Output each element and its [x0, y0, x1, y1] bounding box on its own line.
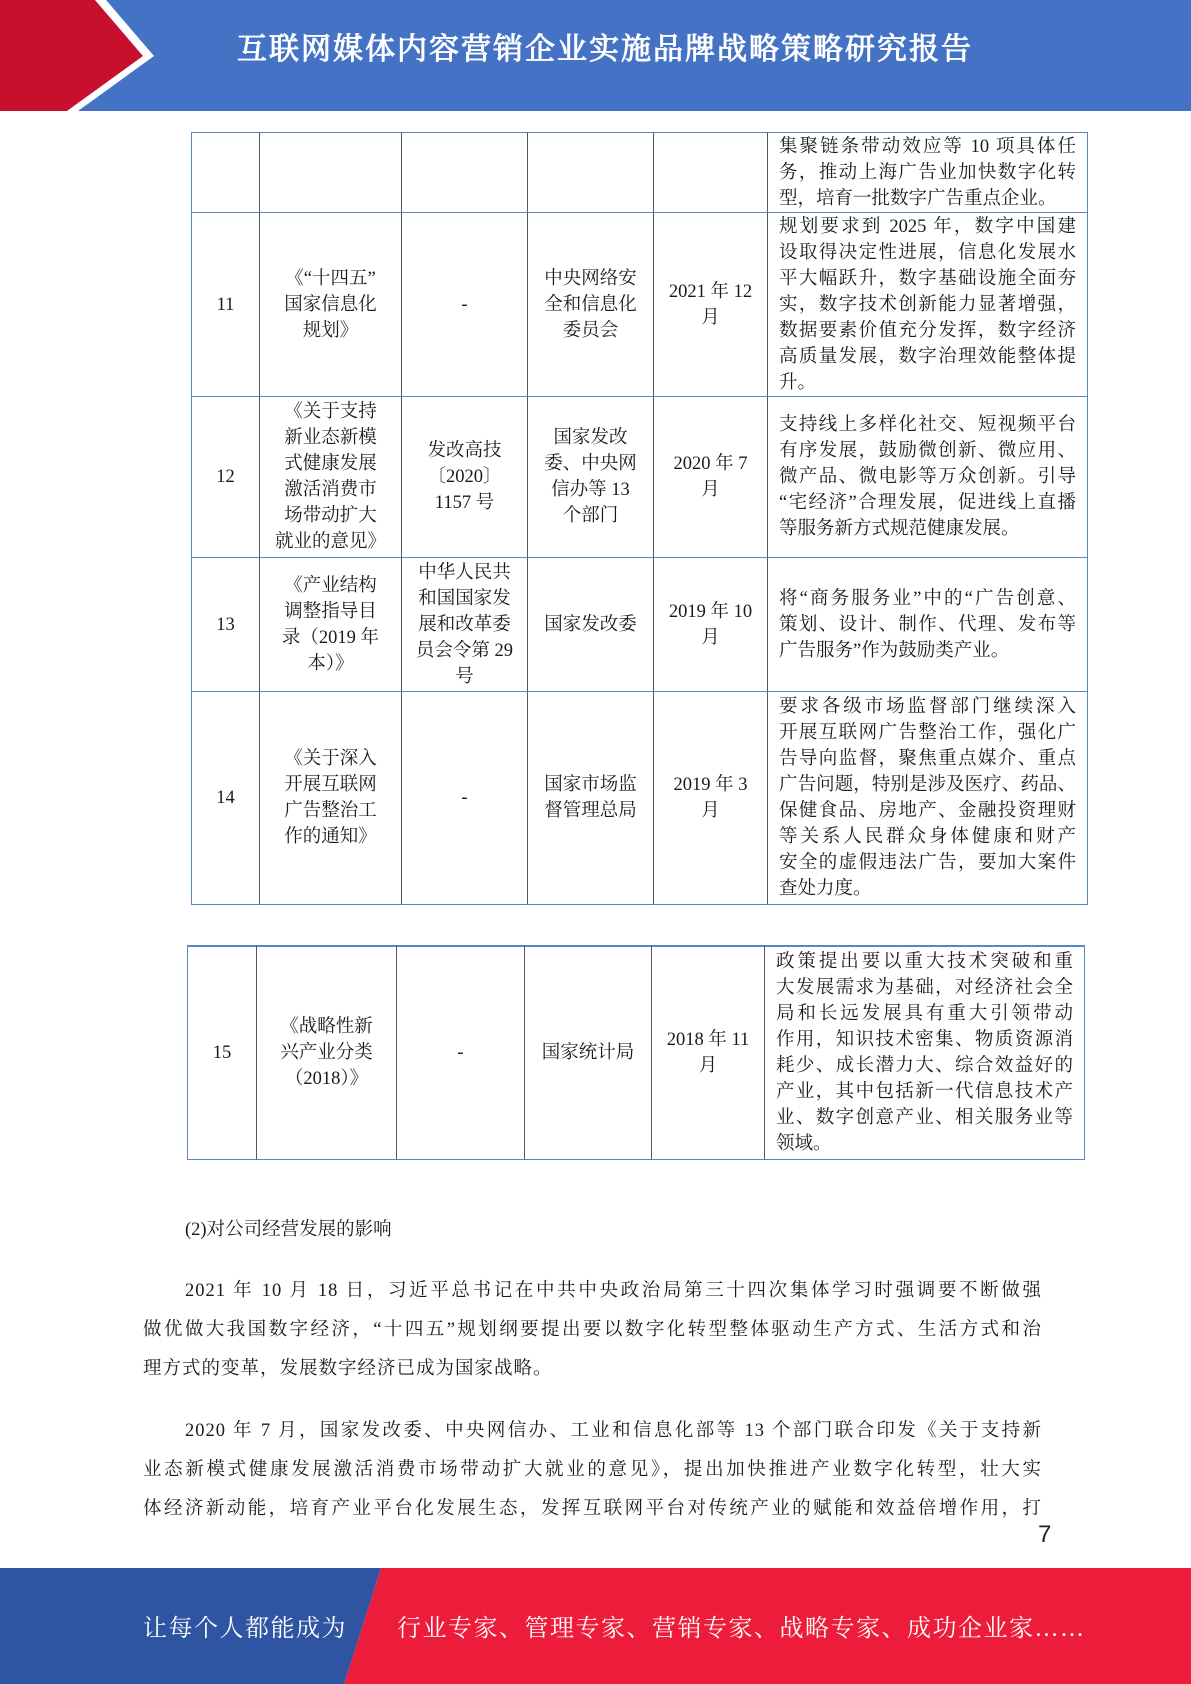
cell-line: 2019 年 10 — [668, 601, 753, 622]
cell-line: 国家信息化 — [284, 294, 377, 315]
row-no-cell — [191, 692, 260, 905]
row-number: 13 — [216, 614, 235, 635]
cell-line: 高质量发展，数字治理效能整体提 — [779, 346, 1076, 367]
cell-line: 月 — [698, 1056, 718, 1076]
cell-line: 就业的意见》 — [274, 532, 386, 552]
cell-line: 中华人民共 — [418, 562, 511, 583]
cell-line: 场带动扩大 — [284, 506, 377, 526]
cell-line: 规划要求到 2025 年，数字中国建 — [779, 216, 1076, 237]
content-cell — [765, 945, 1085, 1160]
cell-line: 开展互联网广告整治工作，强化广 — [779, 723, 1076, 743]
doc-number-cell — [402, 132, 528, 213]
paragraph-line: 2020 年 7 月，国家发改委、中央网信办、工业和信息化部等 13 个部门联合印发《关于支持新 — [185, 1421, 1042, 1441]
cell-line: 广告服务”作为鼓励类产业。 — [779, 640, 1010, 661]
cell-line: 号 — [455, 666, 474, 687]
body-paragraph — [143, 1272, 1042, 1389]
date-cell — [654, 558, 768, 692]
cell-line: 国家发改委 — [544, 614, 637, 635]
cell-line: 集聚链条带动效应等 10 项具体任 — [779, 136, 1076, 157]
cell-line: 有序发展，鼓励微创新、微应用、 — [779, 441, 1076, 461]
date-cell — [654, 132, 768, 213]
date-cell — [654, 692, 768, 905]
doc-name-cell — [257, 945, 397, 1160]
doc-number-cell — [402, 558, 528, 692]
cell-line: 型，培育一批数字广告重点企业。 — [779, 188, 1057, 209]
cell-line: 《关于支持 — [284, 402, 377, 422]
cell-line: 发改高技 — [427, 441, 502, 461]
cell-line: 国家统计局 — [541, 1043, 635, 1063]
content-cell — [768, 692, 1088, 905]
cell-line: 国家市场监 — [544, 775, 637, 795]
cell-line: - — [461, 294, 468, 315]
cell-line: 中央网络安 — [544, 268, 637, 289]
cell-line: 数据要素价值充分发挥，数字经济 — [779, 320, 1076, 341]
cell-line: 激活消费市 — [284, 480, 377, 500]
row-no-cell — [191, 397, 260, 558]
cell-line: 设取得决定性进展，信息化发展水 — [779, 242, 1076, 263]
cell-line: 新业态新模 — [284, 428, 377, 448]
issuer-cell — [525, 945, 652, 1160]
paragraph-line: 理方式的变革，发展数字经济已成为国家战略。 — [143, 1359, 553, 1379]
cell-line: 产业，其中包括新一代信息技术产 — [776, 1082, 1073, 1102]
cell-line: 局和长远发展具有重大引领带动 — [776, 1004, 1073, 1024]
cell-line: 平大幅跃升，数字基础设施全面夯 — [779, 268, 1076, 289]
cell-line: 要求各级市场监督部门继续深入 — [779, 697, 1076, 717]
cell-line: 个部门 — [562, 506, 619, 526]
row-number: 15 — [212, 1043, 232, 1063]
doc-name-cell — [260, 132, 402, 213]
issuer-cell — [528, 132, 654, 213]
cell-line: 安全的虚假违法广告，要加大案件 — [779, 853, 1076, 873]
cell-line: 2018 年 11 — [666, 1030, 750, 1050]
policy-table-continued — [187, 945, 1085, 1160]
row-number: 14 — [216, 788, 235, 808]
cell-line: 《关于深入 — [284, 749, 377, 769]
cell-line: 广告问题，特别是涉及医疗、药品、 — [779, 775, 1076, 795]
doc-number-cell — [397, 945, 525, 1160]
cell-line: “宅经济”合理发展，促进线上直播 — [779, 493, 1076, 513]
row-no-cell — [191, 132, 260, 213]
cell-line: 等关系人民群众身体健康和财产 — [779, 827, 1076, 847]
date-cell — [654, 397, 768, 558]
doc-number-cell — [402, 397, 528, 558]
cell-line: 月 — [701, 627, 720, 648]
cell-line: 等服务新方式规范健康发展。 — [779, 519, 1020, 539]
row-no-cell — [191, 558, 260, 692]
cell-line: 升。 — [779, 372, 817, 393]
cell-line: 《产业结构 — [284, 575, 377, 596]
issuer-cell — [528, 213, 654, 397]
policy-table — [191, 132, 1088, 905]
cell-line: 国家发改 — [553, 428, 628, 448]
body-paragraph — [143, 1412, 1042, 1529]
date-cell — [652, 945, 765, 1160]
doc-name-cell — [260, 692, 402, 905]
date-cell — [654, 213, 768, 397]
cell-line: 开展互联网 — [284, 775, 377, 795]
cell-line: 月 — [701, 480, 720, 500]
cell-line: （2018）》 — [284, 1069, 369, 1089]
footer-slogan-lead: 让每个人都能成为 — [143, 1616, 347, 1642]
cell-line: 调整指导目 — [284, 601, 377, 622]
cell-line: 领域。 — [776, 1134, 832, 1154]
cell-line: 实，数字技术创新能力显著增强， — [779, 294, 1076, 315]
cell-line: 告导向监督，聚焦重点媒介、重点 — [779, 749, 1076, 769]
content-cell — [768, 558, 1088, 692]
issuer-cell — [528, 558, 654, 692]
doc-number-cell — [402, 692, 528, 905]
cell-line: 作的通知》 — [284, 827, 377, 847]
cell-line: 耗少、成长潜力大、综合效益好的 — [776, 1056, 1073, 1076]
cell-line: 将“商务服务业”中的“广告创意、 — [779, 588, 1076, 609]
chevron-logo-icon — [0, 0, 170, 111]
cell-line: 1157 号 — [434, 493, 495, 513]
cell-line: 〔2020〕 — [427, 467, 502, 487]
paragraph-line: 做优做大我国数字经济，“十四五”规划纲要提出要以数字化转型整体驱动生产方式、生活方式和治 — [143, 1320, 1042, 1340]
cell-line: 2020 年 7 — [673, 454, 748, 474]
doc-number-cell — [402, 213, 528, 397]
paragraph-line: 业态新模式健康发展激活消费市场带动扩大就业的意见》，提出加快推进产业数字化转型，壮大实 — [143, 1460, 1042, 1480]
cell-line: 策划、设计、制作、代理、发布等 — [779, 614, 1076, 635]
cell-line: 支持线上多样化社交、短视频平台 — [779, 415, 1076, 435]
paragraph-line: 2021 年 10 月 18 日，习近平总书记在中共中央政治局第三十四次集体学习时强调要不断做强 — [185, 1281, 1042, 1301]
cell-line: 广告整治工 — [284, 801, 377, 821]
cell-line: - — [457, 1043, 464, 1063]
cell-line: 式健康发展 — [284, 454, 377, 474]
cell-line: 务，推动上海广告业加快数字化转 — [779, 162, 1076, 183]
paragraph-line: 体经济新动能，培育产业平台化发展生态，发挥互联网平台对传统产业的赋能和效益倍增作用，打 — [143, 1499, 1042, 1519]
row-no-cell — [187, 945, 257, 1160]
report-footer — [0, 1568, 1191, 1684]
cell-line: 员会令第 29 — [415, 640, 514, 661]
cell-line: 月 — [701, 801, 720, 821]
report-header — [0, 0, 1191, 111]
cell-line: 规划》 — [302, 320, 359, 341]
row-number: 11 — [216, 294, 235, 315]
cell-line: 业、数字创意产业、相关服务业等 — [776, 1108, 1073, 1128]
issuer-cell — [528, 397, 654, 558]
content-cell — [768, 397, 1088, 558]
content-cell — [768, 132, 1088, 213]
cell-line: 本）》 — [307, 653, 354, 674]
report-title: 互联网媒体内容营销企业实施品牌战略策略研究报告 — [237, 33, 973, 66]
cell-line: 月 — [701, 307, 720, 328]
section-heading: (2)对公司经营发展的影响 — [185, 1220, 392, 1240]
row-no-cell — [191, 213, 260, 397]
cell-line: 查处力度。 — [779, 879, 872, 899]
cell-line: 《“十四五” — [285, 268, 376, 289]
cell-line: 展和改革委 — [418, 614, 511, 635]
issuer-cell — [528, 692, 654, 905]
page-number: 7 — [1038, 1521, 1052, 1548]
cell-line: 和国国家发 — [418, 588, 511, 609]
cell-line: - — [461, 788, 468, 808]
cell-line: 全和信息化 — [544, 294, 637, 315]
cell-line: 信办等 13 — [551, 480, 630, 500]
cell-line: 大发展需求为基础，对经济社会全 — [776, 978, 1073, 998]
cell-line: 微产品、微电影等万众创新。引导 — [779, 467, 1076, 487]
cell-line: 委员会 — [562, 320, 619, 341]
cell-line: 政策提出要以重大技术突破和重 — [776, 952, 1073, 972]
doc-name-cell — [260, 397, 402, 558]
footer-slogan-roles: 行业专家、管理专家、营销专家、战略专家、成功企业家…… — [397, 1616, 1086, 1642]
cell-line: 录（2019 年 — [281, 627, 380, 648]
cell-line: 兴产业分类 — [280, 1043, 373, 1063]
cell-line: 保健食品、房地产、金融投资理财 — [779, 801, 1076, 821]
cell-line: 《战略性新 — [280, 1017, 373, 1037]
cell-line: 作用，知识技术密集、物质资源消 — [776, 1030, 1073, 1050]
cell-line: 2021 年 12 — [668, 281, 753, 302]
cell-line: 委、中央网 — [544, 454, 637, 474]
doc-name-cell — [260, 213, 402, 397]
cell-line: 督管理总局 — [544, 801, 637, 821]
content-cell — [768, 213, 1088, 397]
cell-line: 2019 年 3 — [673, 775, 748, 795]
doc-name-cell — [260, 558, 402, 692]
row-number: 12 — [216, 467, 235, 487]
